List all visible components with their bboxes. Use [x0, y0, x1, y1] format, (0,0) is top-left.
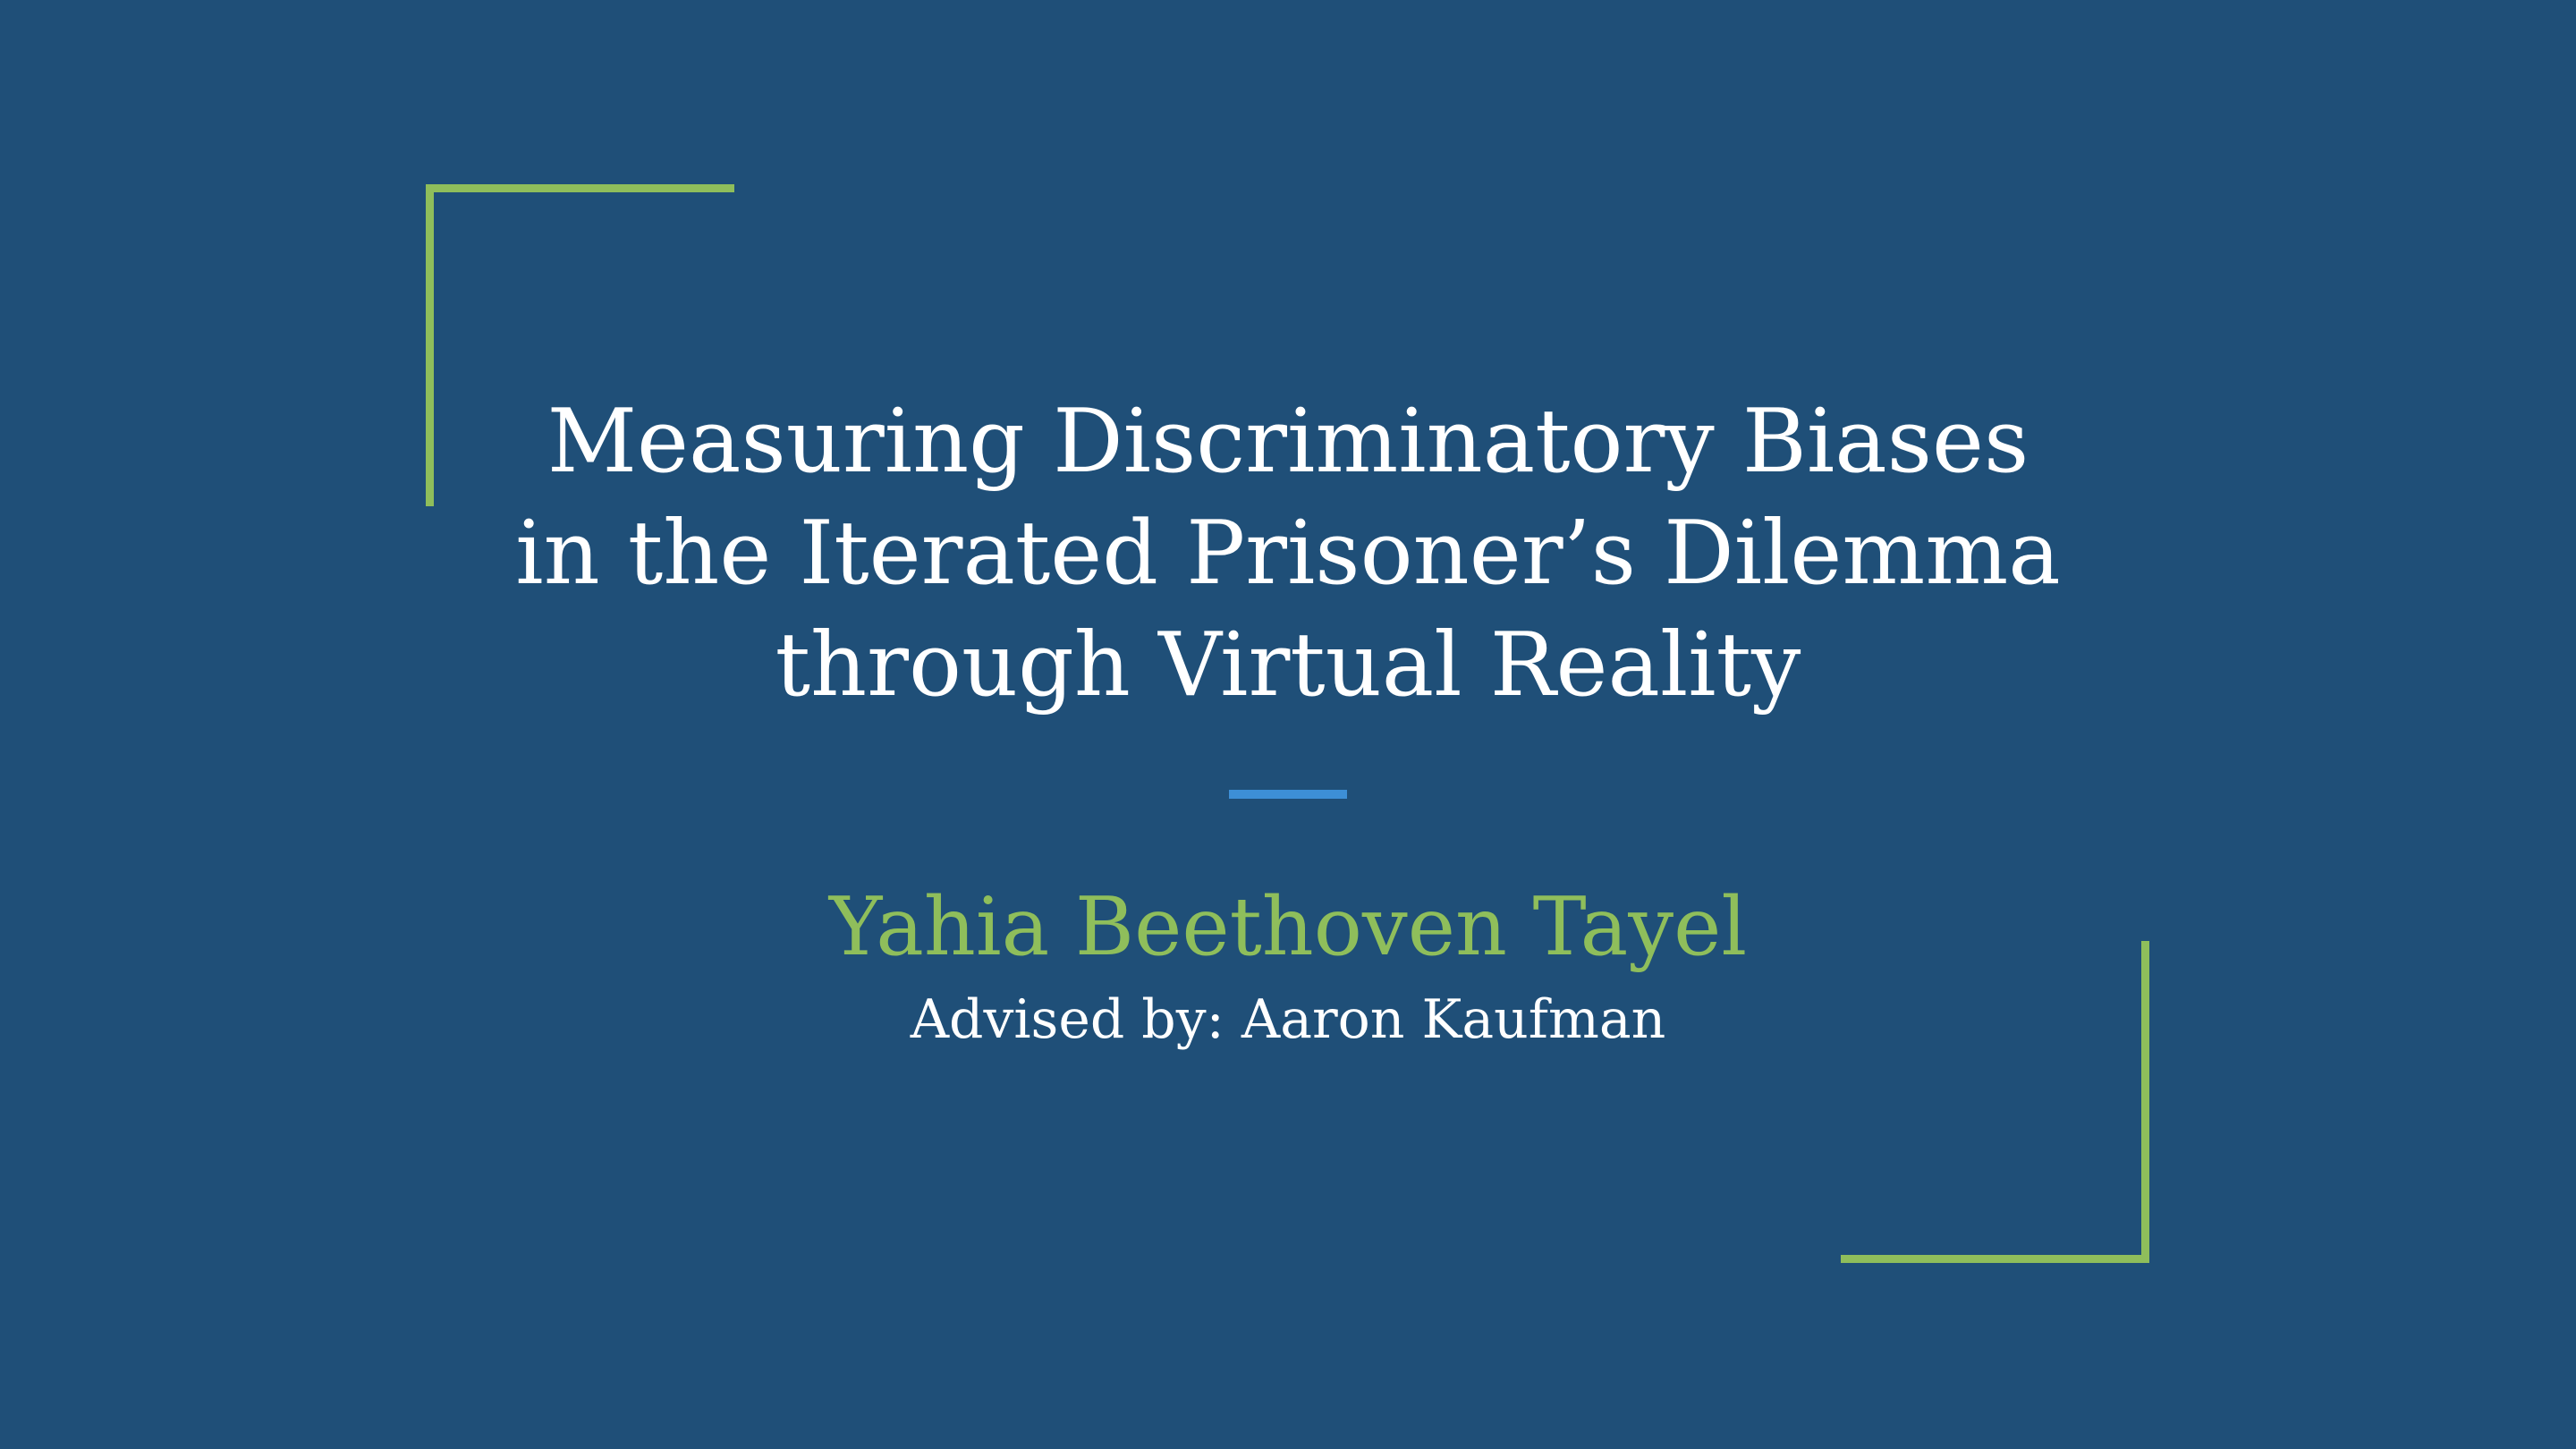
bottom-right-corner-bracket	[1841, 941, 2149, 1263]
title-divider	[1229, 790, 1347, 799]
title-line-2: in the Iterated Prisoner’s Dilemma	[515, 503, 2061, 605]
advisor-line: Advised by: Aaron Kaufman	[910, 988, 1666, 1051]
title-line-1: Measuring Discriminatory Biases	[547, 391, 2029, 493]
author-name: Yahia Beethoven Tayel	[828, 880, 1748, 974]
title-line-3: through Virtual Reality	[775, 614, 1801, 716]
slide-title	[447, 386, 2129, 722]
